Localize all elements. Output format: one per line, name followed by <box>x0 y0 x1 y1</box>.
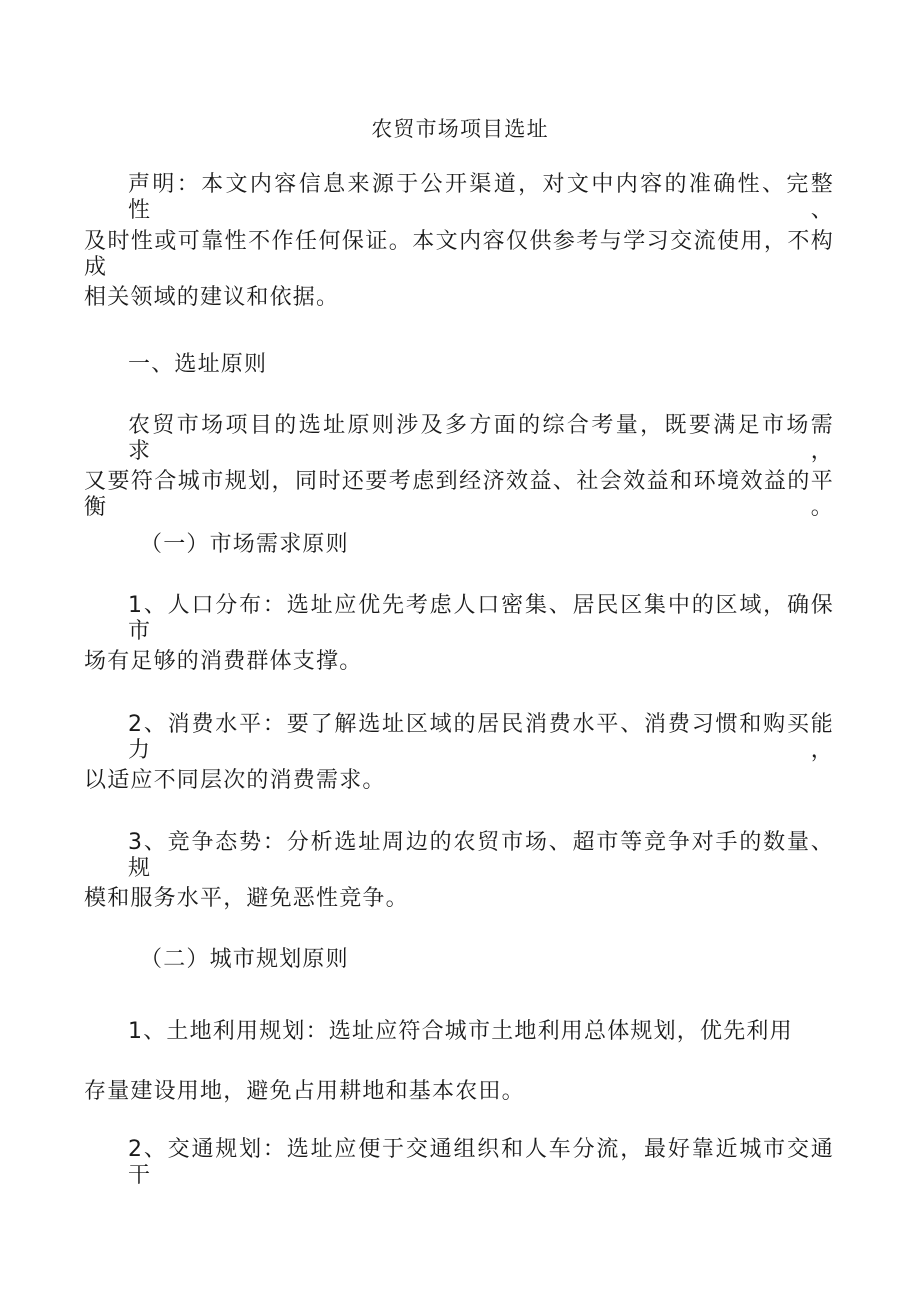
market-item-1-line-2: 场有足够的消费群体支撑。 <box>84 649 363 674</box>
planning-item-1-line-2: 存量建设用地，避免占用耕地和基本农田。 <box>84 1079 525 1104</box>
document-title: 农贸市场项目选址 <box>371 117 549 141</box>
subsection-heading-1: （一）市场需求原则 <box>140 532 349 557</box>
market-item-2-line-1: 2、消费水平：要了解选址区域的居民消费水平、消费习惯和购买能力， <box>128 712 834 763</box>
disclaimer-line-3: 相关领域的建议和依据。 <box>84 285 340 310</box>
disclaimer-line-2: 及时性或可靠性不作任何保证。本文内容仅供参考与学习交流使用，不构成 <box>84 229 834 280</box>
subsection-heading-2: （二）城市规划原则 <box>140 947 349 972</box>
market-item-1-line-1: 1、人口分布：选址应优先考虑人口密集、居民区集中的区域，确保市 <box>128 593 834 644</box>
section-1-intro-line-1: 农贸市场项目的选址原则涉及多方面的综合考量，既要满足市场需求， <box>128 413 834 464</box>
market-item-2-line-2: 以适应不同层次的消费需求。 <box>84 768 386 793</box>
market-item-3-line-2: 模和服务水平，避免恶性竞争。 <box>84 886 409 911</box>
market-item-3-line-1: 3、竞争态势：分析选址周边的农贸市场、超市等竞争对手的数量、规 <box>128 830 834 881</box>
disclaimer-line-1: 声明：本文内容信息来源于公开渠道，对文中内容的准确性、完整性、 <box>128 172 834 223</box>
planning-item-1-line-1: 1、土地利用规划：选址应符合城市土地利用总体规划，优先利用 <box>128 1019 793 1044</box>
section-1-intro-line-2: 又要符合城市规划，同时还要考虑到经济效益、社会效益和环境效益的平衡。 <box>84 469 834 520</box>
section-heading-1: 一、选址原则 <box>128 352 268 377</box>
planning-item-2-line-1: 2、交通规划：选址应便于交通组织和人车分流，最好靠近城市交通干 <box>128 1137 834 1188</box>
